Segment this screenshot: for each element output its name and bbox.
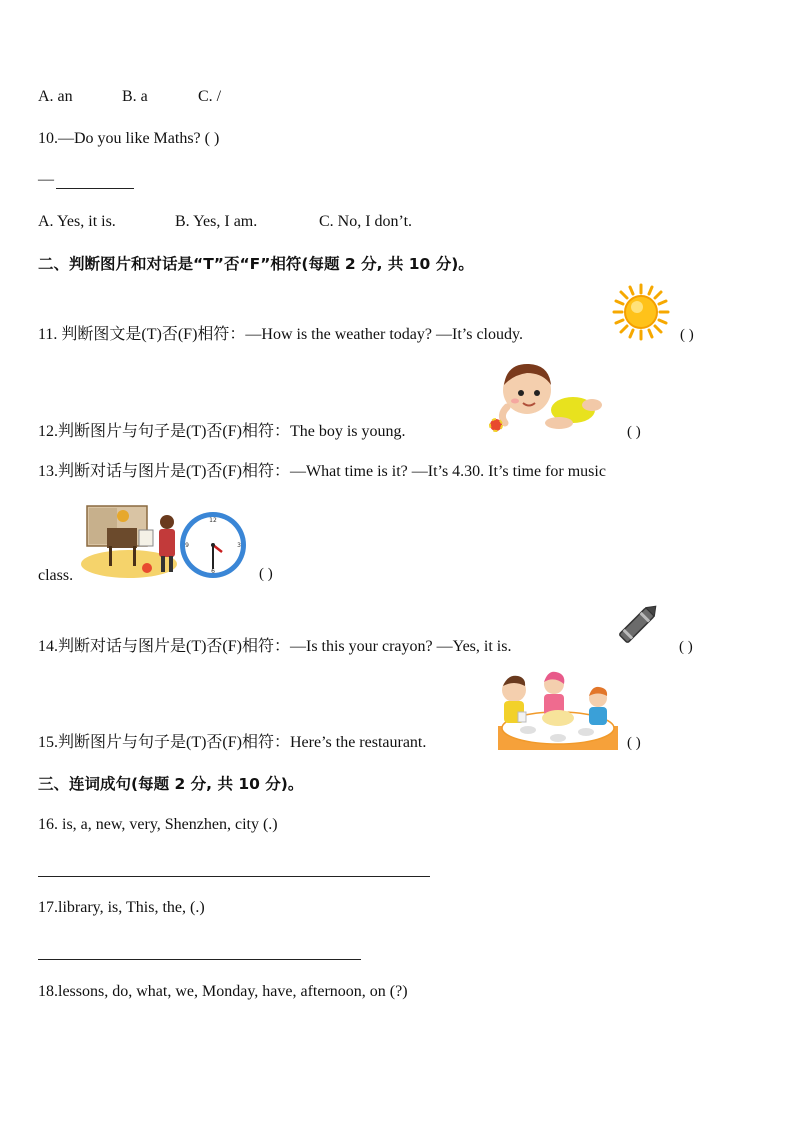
q11-text: 11. 判断图文是(T)否(F)相符：—How is the weather today? —It’s cloudy. xyxy=(38,326,523,343)
svg-text:3: 3 xyxy=(237,542,241,549)
q17-text: 17.library, is, This, the, (.) xyxy=(38,899,205,916)
svg-text:12: 12 xyxy=(209,517,217,524)
q15-answer-paren[interactable]: ( ) xyxy=(627,735,641,751)
music-class-clock-picture xyxy=(79,500,249,582)
q13-text-continued: class. xyxy=(38,567,74,584)
q10-option-a: A. Yes, it is. xyxy=(38,213,116,230)
q9-options xyxy=(38,87,221,107)
svg-text:6: 6 xyxy=(211,568,215,575)
q17-answer-line[interactable] xyxy=(38,959,361,960)
section2-heading: 二、判断图片和对话是“T”否“F”相符(每题 2 分, 共 10 分)。 xyxy=(38,255,474,273)
q9-option-a: A. an xyxy=(38,88,73,105)
q10-option-c: C. No, I don’t. xyxy=(319,213,413,230)
q14-text: 14.判断对话与图片是(T)否(F)相符：—Is this your crayon? —Yes, it is. xyxy=(38,638,512,655)
sun-icon xyxy=(612,283,670,341)
baby-boy-picture xyxy=(487,355,607,439)
q18-text: 18.lessons, do, what, we, Monday, have, afternoon, on (?) xyxy=(38,983,408,1000)
q10-question: 10.—Do you like Maths? ( ) xyxy=(38,130,220,147)
q16-answer-line[interactable] xyxy=(38,876,430,877)
svg-text:9: 9 xyxy=(185,542,189,549)
section3-heading: 三、连词成句(每题 2 分, 共 10 分)。 xyxy=(38,775,304,793)
q10-answer-line[interactable] xyxy=(56,188,134,189)
q12-text: 12.判断图片与句子是(T)否(F)相符：The boy is young. xyxy=(38,423,406,440)
crayon-icon xyxy=(608,598,664,654)
q15-text: 15.判断图片与句子是(T)否(F)相符：Here’s the restaurant. xyxy=(38,734,427,751)
family-dinner-picture xyxy=(498,668,618,750)
q16-text: 16. is, a, new, very, Shenzhen, city (.) xyxy=(38,816,278,833)
q10-options xyxy=(38,212,412,232)
q9-option-b: B. a xyxy=(122,88,148,105)
q10-answer-prefix: — xyxy=(38,171,54,188)
q13-answer-paren[interactable]: ( ) xyxy=(259,566,273,582)
q13-text: 13.判断对话与图片是(T)否(F)相符：—What time is it? —It’s 4.30. It’s time for music xyxy=(38,463,606,480)
q9-option-c: C. / xyxy=(198,88,222,105)
q10-option-b: B. Yes, I am. xyxy=(175,213,258,230)
q12-answer-paren[interactable]: ( ) xyxy=(627,424,641,440)
q11-answer-paren[interactable]: ( ) xyxy=(680,327,694,343)
q14-answer-paren[interactable]: ( ) xyxy=(679,639,693,655)
